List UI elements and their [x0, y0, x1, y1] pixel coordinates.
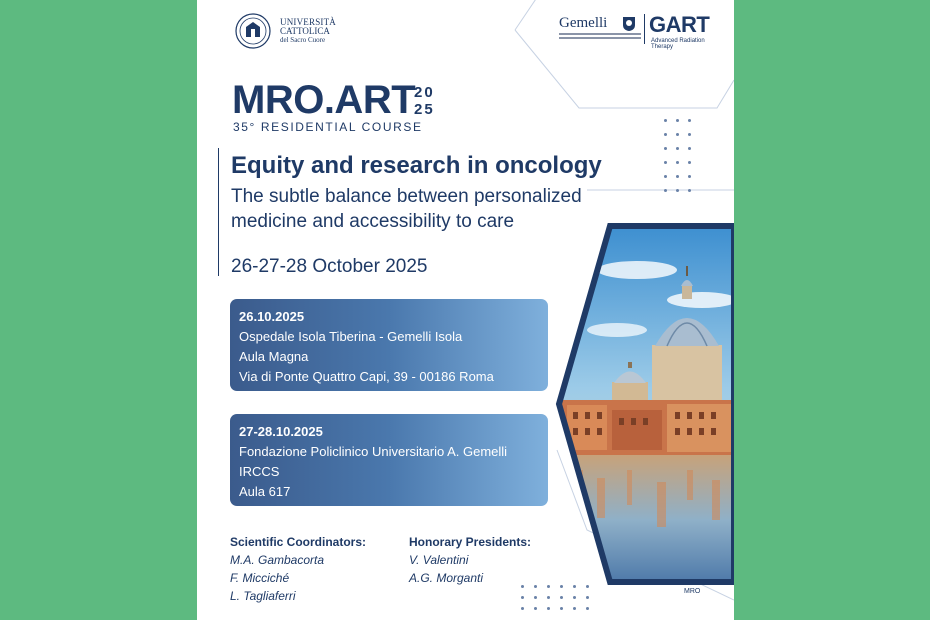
presidents-heading: Honorary Presidents: [409, 535, 532, 549]
university-seal-icon [235, 13, 271, 49]
decorative-dot [573, 596, 576, 599]
decorative-dot [664, 147, 667, 150]
footer-logo: MRO [684, 588, 701, 595]
poster [197, 0, 734, 620]
gart-subtitle: Advanced Radiation Therapy [651, 38, 705, 50]
decorative-dot [560, 607, 563, 610]
honorary-presidents [409, 533, 531, 587]
gemelli-gart-logo [559, 12, 719, 52]
decorative-dot [664, 175, 667, 178]
decorative-dot [521, 607, 524, 610]
university-name-line2: CATTOLICA [280, 26, 330, 36]
decorative-dot [547, 607, 550, 610]
dot-grid-top [664, 119, 691, 192]
decorative-dot [676, 133, 679, 136]
venue-room: Aula 617 [239, 484, 291, 499]
venue-date: 27-28.10.2025 [239, 424, 323, 439]
decorative-dot [688, 175, 691, 178]
venue-room: Aula Magna [239, 349, 309, 364]
course-title: MRO.ART [232, 78, 416, 122]
gemelli-fine-print [559, 33, 641, 44]
president-name: A.G. Morganti [409, 571, 484, 585]
coordinator-name: F. Micciché [230, 571, 290, 585]
gart-wordmark: GART [649, 12, 710, 37]
course-subtitle: 35° RESIDENTIAL COURSE [233, 120, 423, 134]
decorative-dot [586, 585, 589, 588]
coordinator-name: L. Tagliaferri [230, 589, 296, 603]
decorative-dot [676, 175, 679, 178]
coordinator-name: M.A. Gambacorta [230, 553, 325, 567]
course-year-bottom: 25 [414, 101, 435, 118]
decorative-dot [676, 189, 679, 192]
headline: Equity and research in oncology [231, 152, 602, 179]
decorative-dot [688, 161, 691, 164]
gemelli-crest-icon [622, 16, 636, 32]
venue-address: Largo Agostino Gemelli, 8 - 00168 Roma [239, 504, 474, 519]
venue-name: Ospedale Isola Tiberina - Gemelli Isola [239, 329, 463, 344]
venue-name: Fondazione Policlinico Universitario A. Gemelli IRCCS [239, 444, 508, 479]
decorative-dot [664, 189, 667, 192]
decorative-dot [586, 596, 589, 599]
decorative-dot [534, 596, 537, 599]
decorative-dot [688, 189, 691, 192]
decorative-dot [534, 585, 537, 588]
decorative-dot [676, 147, 679, 150]
decorative-dot [547, 585, 550, 588]
event-dates: 26-27-28 October 2025 [231, 256, 428, 277]
gemelli-wordmark: Gemelli [559, 15, 608, 31]
decorative-dot [573, 585, 576, 588]
decorative-dot [688, 119, 691, 122]
course-year-top: 20 [414, 84, 435, 101]
decorative-dot [676, 119, 679, 122]
decorative-dot [560, 596, 563, 599]
logo-divider [644, 14, 645, 44]
accent-line [218, 148, 219, 276]
decorative-dot [573, 607, 576, 610]
decorative-dot [521, 596, 524, 599]
president-name: V. Valentini [409, 553, 469, 567]
decorative-dot [521, 585, 524, 588]
university-logo [235, 13, 335, 53]
venue-box-2 [230, 414, 548, 519]
rome-illustration [557, 226, 734, 586]
dot-grid-bottom [521, 585, 589, 610]
coordinators-heading: Scientific Coordinators: [230, 535, 367, 549]
decorative-dot [664, 119, 667, 122]
decorative-dot [534, 607, 537, 610]
decorative-dot [676, 161, 679, 164]
university-name-line1: UNIVERSITÀ [280, 17, 336, 27]
decorative-dot [560, 585, 563, 588]
decorative-dot [664, 161, 667, 164]
university-name-line3: del Sacro Cuore [280, 36, 326, 44]
decorative-dot [664, 133, 667, 136]
subheadline: The subtle balance between personalized medicine and accessibility to care [231, 186, 582, 232]
venue-box-1 [230, 299, 548, 391]
scientific-coordinators [230, 533, 366, 605]
venue-date: 26.10.2025 [239, 309, 305, 324]
decorative-dot [688, 133, 691, 136]
venue-address: Via di Ponte Quattro Capi, 39 - 00186 Roma [239, 369, 494, 384]
decorative-dot [586, 607, 589, 610]
university-name [280, 18, 336, 45]
course-year [414, 84, 444, 118]
decorative-dot [547, 596, 550, 599]
decorative-dot [688, 147, 691, 150]
